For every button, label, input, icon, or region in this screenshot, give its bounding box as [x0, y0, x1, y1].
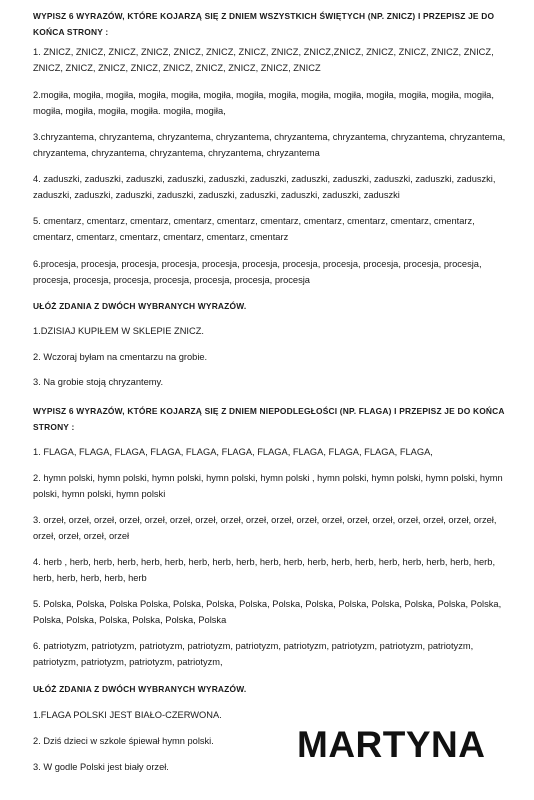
- section1-line-6: 6.procesja, procesja, procesja, procesja, procesja, procesja, procesja, procesja, procesja, procesja, procesja, procesja, procesja, procesja, procesja, procesja, procesja, procesja: [33, 259, 482, 285]
- section2-line-6: 6. patriotyzm, patriotyzm, patriotyzm, patriotyzm, patriotyzm, patriotyzm, patriotyzm, patriotyzm, patriotyzm, patriotyzm, patriotyzm, patriotyzm, patriotyzm,: [33, 641, 474, 667]
- section1-sentence-1: 1.DZISIAJ KUPIŁEM W SKLEPIE ZNICZ.: [33, 326, 204, 336]
- section1-line-2: 2.mogiła, mogiła, mogiła, mogiła, mogiła, mogiła, mogiła, mogiła, mogiła, mogiła, mogiła, mogiła, mogiła, mogiła, mogiła, mogiła, mogiła, mogiła. mogiła, mogiła,: [33, 90, 494, 116]
- section2-line-2: 2. hymn polski, hymn polski, hymn polski, hymn polski, hymn polski , hymn polski, hymn polski, hymn polski, hymn polski, hymn polski, hymn polski: [33, 473, 503, 499]
- section2-heading: WYPISZ 6 WYRAZÓW, KTÓRE KOJARZĄ SIĘ Z DNIEM NIEPODLEGŁOŚCI (NP. FLAGA) I PRZEPISZ JE DO KOŃCA STRONY :: [33, 406, 505, 432]
- section2-line-3: 3. orzeł, orzeł, orzeł, orzeł, orzeł, orzeł, orzeł, orzeł, orzeł, orzeł, orzeł, orzeł, orzeł, orzeł, orzeł, orzeł, orzeł, orzeł, orzeł, orzeł, orzeł, orzeł: [33, 515, 497, 541]
- section2-sentence-3: 3. W godle Polski jest biały orzeł.: [33, 762, 169, 772]
- section2-sentences-heading: UŁÓŻ ZDANIA Z DWÓCH WYBRANYCH WYRAZÓW.: [33, 684, 247, 694]
- author-name: MARTYNA: [297, 724, 486, 765]
- section2-sentence-1: 1.FLAGA POLSKI JEST BIAŁO-CZERWONA.: [33, 710, 222, 720]
- section1-line-5: 5. cmentarz, cmentarz, cmentarz, cmentarz, cmentarz, cmentarz, cmentarz, cmentarz, cmentarz, cmentarz, cmentarz, cmentarz, cmentarz, cmentarz, cmentarz, cmentarz: [33, 216, 475, 242]
- section1-line-3: 3.chryzantema, chryzantema, chryzantema, chryzantema, chryzantema, chryzantema, chryzantema, chryzantema, chryzantema, chryzantema, chryzantema, chryzantema, chryzantema: [33, 132, 506, 158]
- section1-sentences-heading: UŁÓŻ ZDANIA Z DWÓCH WYBRANYCH WYRAZÓW.: [33, 301, 247, 311]
- section2-line-1: 1. FLAGA, FLAGA, FLAGA, FLAGA, FLAGA, FLAGA, FLAGA, FLAGA, FLAGA, FLAGA, FLAGA,: [33, 447, 433, 457]
- section2-sentence-2: 2. Dziś dzieci w szkole śpiewał hymn polski.: [33, 736, 214, 746]
- section1-line-4: 4. zaduszki, zaduszki, zaduszki, zaduszki, zaduszki, zaduszki, zaduszki, zaduszki, zaduszki, zaduszki, zaduszki, zaduszki, zaduszki, zaduszki, zaduszki, zaduszki, zaduszki, zaduszki, zaduszki, zaduszki: [33, 174, 496, 200]
- section1-heading: WYPISZ 6 WYRAZÓW, KTÓRE KOJARZĄ SIĘ Z DNIEM WSZYSTKICH ŚWIĘTYCH (NP. ZNICZ) I PRZEPISZ JE DO KOŃCA STRONY :: [33, 11, 495, 37]
- section1-line-1: 1. ZNICZ, ZNICZ, ZNICZ, ZNICZ, ZNICZ, ZNICZ, ZNICZ, ZNICZ, ZNICZ,ZNICZ, ZNICZ, ZNICZ, ZNICZ, ZNICZ, ZNICZ, ZNICZ, ZNICZ, ZNICZ, ZNICZ, ZNICZ, ZNICZ, ZNICZ, ZNICZ: [33, 47, 494, 73]
- section1-sentence-2: 2. Wczoraj byłam na cmentarzu na grobie.: [33, 352, 208, 362]
- section2-line-4: 4. herb , herb, herb, herb, herb, herb, herb, herb, herb, herb, herb, herb, herb, herb, herb, herb, herb, herb, herb, herb, herb, herb, herb, herb: [33, 557, 496, 583]
- section1-sentence-3: 3. Na grobie stoją chryzantemy.: [33, 377, 164, 387]
- section2-line-5: 5. Polska, Polska, Polska Polska, Polska, Polska, Polska, Polska, Polska, Polska, Polska, Polska, Polska, Polska, Polska, Polska, Polska, Polska, Polska, Polska: [33, 599, 502, 625]
